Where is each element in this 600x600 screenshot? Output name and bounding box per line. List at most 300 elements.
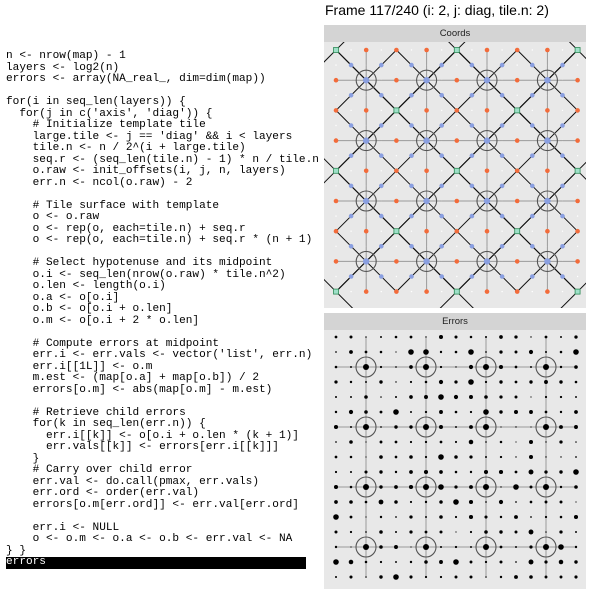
error-dot (559, 380, 562, 383)
error-dot (423, 544, 429, 550)
vertex-point (515, 48, 520, 53)
grid-dot (381, 110, 382, 111)
error-dot (335, 336, 338, 339)
error-dot (515, 366, 518, 369)
grid-dot (501, 291, 502, 292)
error-dot (438, 484, 444, 490)
child-point (379, 274, 384, 279)
error-dot (379, 530, 383, 534)
child-point (409, 214, 414, 219)
error-dot (350, 396, 352, 398)
error-dot (500, 456, 502, 458)
error-dot (425, 411, 427, 413)
child-point (470, 93, 475, 98)
error-dot (469, 395, 473, 399)
center-point (363, 258, 369, 264)
error-dot (469, 500, 473, 504)
vertex-point (575, 259, 580, 264)
code-line: o <- rep(o, each=tile.n) + seq.r (6, 222, 246, 235)
error-dot (515, 531, 518, 534)
midpoint-marker (515, 229, 520, 234)
error-dot (424, 560, 428, 564)
error-dot (365, 351, 368, 354)
error-dot (365, 336, 367, 338)
error-dot (409, 425, 412, 428)
child-point (439, 274, 444, 279)
grid-dot (411, 170, 412, 171)
error-dot (395, 561, 397, 563)
code-line: err.vals[[k]] <- errors[err.i[[k]]] (6, 441, 279, 453)
error-dot (350, 486, 353, 489)
error-dot (423, 484, 429, 490)
error-dot (335, 576, 337, 578)
error-dot (529, 560, 534, 565)
midpoint-marker (515, 108, 520, 113)
error-dot (395, 336, 398, 339)
error-dot (545, 456, 546, 457)
child-point (439, 184, 444, 189)
error-dot (350, 426, 352, 428)
error-dot (455, 516, 457, 518)
error-dot (574, 515, 578, 519)
grid-dot (471, 291, 472, 292)
error-dot (513, 484, 519, 490)
error-dot (363, 424, 369, 430)
code-line: errors <- array(NA_real_, dim=dim(map)) (6, 73, 266, 85)
error-dot (365, 381, 367, 383)
error-dot (380, 426, 382, 428)
error-dot (350, 336, 353, 339)
error-dot (333, 514, 339, 520)
error-dot (409, 455, 413, 459)
error-dot (439, 425, 443, 429)
error-dot (395, 456, 398, 459)
vertex-point (575, 199, 580, 204)
error-dot (440, 351, 442, 353)
center-point (484, 77, 490, 83)
error-dot (439, 470, 443, 474)
child-point (409, 63, 414, 68)
error-dot (409, 515, 412, 518)
error-dot (455, 471, 458, 474)
error-dot (485, 381, 487, 383)
error-dot (335, 351, 337, 353)
error-dot (410, 501, 412, 503)
grid-dot (411, 110, 412, 111)
error-dot (395, 531, 397, 533)
grid-dot (381, 170, 382, 171)
grid-dot (335, 276, 336, 277)
error-dot (335, 396, 337, 398)
code-line: # Initialize template tile (6, 119, 206, 131)
error-dot (454, 485, 457, 488)
error-dot (424, 395, 428, 399)
error-dot (545, 576, 548, 579)
child-point (439, 123, 444, 128)
error-dot (575, 441, 577, 443)
error-dot (470, 471, 472, 473)
error-dot (514, 575, 518, 579)
error-dot (379, 485, 382, 488)
grid-dot (441, 170, 442, 171)
child-point (379, 214, 384, 219)
child-point (349, 274, 354, 279)
child-point (379, 184, 384, 189)
error-dot (393, 409, 399, 415)
midpoint-marker (454, 168, 459, 173)
error-dot (380, 441, 383, 444)
grid-dot (501, 170, 502, 171)
child-point (349, 123, 354, 128)
vertex-point (394, 138, 399, 143)
coords-plot (324, 42, 586, 308)
error-dot (453, 499, 459, 505)
error-dot (559, 470, 562, 473)
error-dot (515, 546, 517, 548)
error-dot (425, 516, 427, 518)
error-dot (485, 576, 487, 578)
error-dot (545, 516, 547, 518)
vertex-point (485, 229, 490, 234)
error-dot (379, 455, 383, 459)
code-line: } } (6, 544, 26, 557)
grid-dot (441, 110, 442, 111)
error-dot (469, 575, 472, 578)
error-dot (365, 501, 368, 504)
code-line (6, 327, 319, 339)
error-dot (575, 501, 576, 502)
grid-dot (517, 276, 518, 277)
error-dot (529, 440, 533, 444)
grid-dot (456, 64, 457, 65)
grid-dot (335, 185, 336, 186)
error-dot (484, 515, 487, 518)
code-line: for(k in seq_len(err.n)) { (6, 418, 206, 430)
error-dot (469, 485, 473, 489)
grid-dot (441, 291, 442, 292)
vertex-point (364, 108, 369, 113)
error-dot (575, 531, 577, 533)
grid-dot (471, 231, 472, 232)
error-dot (469, 365, 473, 369)
error-dot (499, 365, 503, 369)
error-dot (529, 530, 534, 535)
error-dot (350, 546, 351, 547)
center-point (423, 198, 429, 204)
center-point (544, 258, 550, 264)
error-dot (365, 441, 366, 442)
errors-panel-title: Errors (324, 313, 586, 330)
error-dot (380, 351, 383, 354)
child-point (470, 63, 475, 68)
child-point (439, 214, 444, 219)
child-point (409, 274, 414, 279)
child-point (530, 274, 535, 279)
grid-dot (350, 49, 351, 50)
vertex-point (364, 289, 369, 294)
center-point (423, 77, 429, 83)
error-dot (469, 425, 473, 429)
child-point (349, 153, 354, 158)
vertex-point (334, 138, 339, 143)
error-dot (335, 456, 338, 459)
grid-dot (411, 49, 412, 50)
error-dot (515, 441, 516, 442)
error-dot (515, 396, 518, 399)
code-line (6, 396, 319, 408)
error-dot (438, 454, 444, 460)
error-dot (334, 530, 337, 533)
grid-dot (441, 49, 442, 50)
error-dot (515, 351, 518, 354)
error-dot (574, 365, 578, 369)
grid-dot (396, 64, 397, 65)
child-point (379, 93, 384, 98)
error-dot (560, 396, 562, 398)
error-dot (499, 335, 503, 339)
child-point (409, 123, 414, 128)
error-dot (438, 394, 444, 400)
error-dot (574, 485, 578, 489)
grid-dot (532, 170, 533, 171)
child-point (439, 93, 444, 98)
child-point (530, 214, 535, 219)
error-dot (559, 560, 564, 565)
error-dot (500, 576, 502, 578)
center-point (484, 258, 490, 264)
grid-dot (471, 110, 472, 111)
error-dot (499, 350, 502, 353)
child-point (470, 244, 475, 249)
grid-dot (381, 231, 382, 232)
grid-dot (396, 215, 397, 216)
vertex-point (394, 48, 399, 53)
vertex-point (334, 78, 339, 83)
grid-dot (335, 155, 336, 156)
midpoint-marker (334, 289, 339, 294)
midpoint-marker (575, 48, 580, 53)
vertex-point (394, 169, 399, 174)
grid-dot (577, 276, 578, 277)
error-dot (530, 501, 533, 504)
code-line: layers <- log2(n) (6, 61, 120, 74)
error-dot (545, 351, 547, 353)
error-dot (424, 470, 428, 474)
center-point (423, 258, 429, 264)
error-dot (380, 366, 382, 368)
child-point (530, 123, 535, 128)
error-dot (425, 441, 427, 443)
error-dot (529, 410, 533, 414)
child-point (560, 123, 565, 128)
code-line: # Select hypotenuse and its midpoint (6, 257, 273, 269)
child-point (379, 63, 384, 68)
error-dot (529, 470, 534, 475)
error-dot (485, 456, 487, 458)
code-line: large.tile <- j == 'diag' && i < layers (6, 130, 293, 143)
grid-dot (350, 110, 351, 111)
error-dot (515, 471, 518, 474)
error-dot (455, 576, 458, 579)
error-dot (529, 380, 532, 383)
child-point (560, 274, 565, 279)
error-dot (544, 380, 548, 384)
error-dot (468, 379, 474, 385)
child-point (379, 244, 384, 249)
child-point (470, 153, 475, 158)
error-dot (410, 546, 411, 547)
error-dot (483, 484, 489, 490)
error-dot (335, 441, 337, 443)
error-dot (560, 501, 563, 504)
vertex-point (485, 289, 490, 294)
grid-dot (532, 49, 533, 50)
grid-dot (396, 155, 397, 156)
error-dot (485, 336, 487, 338)
grid-dot (350, 231, 351, 232)
child-point (409, 244, 414, 249)
grid-dot (517, 155, 518, 156)
grid-dot (517, 185, 518, 186)
grid-dot (335, 64, 336, 65)
vertex-point (334, 108, 339, 113)
error-dot (439, 500, 443, 504)
error-dot (350, 381, 352, 383)
code-line: for(i in seq_len(layers)) { (6, 96, 186, 108)
grid-dot (577, 95, 578, 96)
error-dot (379, 545, 383, 549)
error-dot (514, 515, 518, 519)
grid-dot (456, 155, 457, 156)
error-dot (515, 561, 517, 563)
code-line: o.m <- o[o.i + 2 * o.len] (6, 314, 200, 327)
code-line: o.len <- length(o.i) (6, 280, 166, 292)
error-dot (334, 380, 337, 383)
error-dot (454, 395, 458, 399)
error-dot (394, 545, 398, 549)
child-point (409, 153, 414, 158)
code-line: err.i[[1L]] <- o.m (6, 360, 153, 373)
error-dot (499, 470, 503, 474)
center-point (544, 77, 550, 83)
code-line: m.est <- (map[o.a] + map[o.b]) / 2 (6, 372, 259, 384)
vertex-point (545, 108, 550, 113)
error-dot (363, 484, 369, 490)
vertex-point (394, 289, 399, 294)
code-line: n <- nrow(map) - 1 (6, 50, 126, 62)
midpoint-marker (394, 229, 399, 234)
center-point (484, 198, 490, 204)
error-dot (335, 546, 337, 548)
error-dot (560, 486, 562, 488)
code-line: o <- o.m <- o.a <- o.b <- err.val <- NA (6, 533, 293, 545)
vertex-point (515, 138, 520, 143)
error-dot (529, 350, 533, 354)
grid-dot (532, 110, 533, 111)
child-point (500, 93, 505, 98)
error-dot (455, 426, 457, 428)
error-dot (423, 349, 429, 355)
child-point (349, 184, 354, 189)
grid-dot (456, 95, 457, 96)
child-point (530, 184, 535, 189)
vertex-point (394, 78, 399, 83)
vertex-point (485, 108, 490, 113)
error-dot (560, 456, 561, 457)
vertex-point (545, 229, 550, 234)
error-dot (470, 411, 472, 413)
vertex-point (424, 169, 429, 174)
error-dot (560, 411, 562, 413)
vertex-point (424, 48, 429, 53)
vertex-point (394, 259, 399, 264)
error-dot (545, 531, 547, 533)
error-dot (349, 440, 353, 444)
error-dot (483, 364, 489, 370)
vertex-point (424, 108, 429, 113)
error-dot (483, 409, 489, 415)
error-dot (575, 546, 577, 548)
error-dot (379, 575, 382, 578)
error-dot (455, 546, 457, 548)
vertex-point (545, 169, 550, 174)
error-dot (485, 501, 487, 503)
error-dot (425, 531, 428, 534)
child-point (500, 184, 505, 189)
error-dot (560, 576, 563, 579)
error-dot (409, 470, 413, 474)
vertex-point (424, 289, 429, 294)
error-dot (514, 335, 517, 338)
grid-dot (381, 291, 382, 292)
grid-dot (577, 246, 578, 247)
vertex-point (575, 138, 580, 143)
error-dot (349, 350, 353, 354)
error-dot (334, 485, 338, 489)
error-dot (333, 559, 339, 565)
vertex-point (515, 78, 520, 83)
error-dot (529, 455, 533, 459)
error-dot (470, 546, 472, 548)
error-dot (573, 349, 579, 355)
error-dot (560, 351, 563, 354)
grid-dot (562, 110, 563, 111)
error-dot (515, 381, 518, 384)
child-point (409, 93, 414, 98)
error-dot (379, 500, 384, 505)
error-dot (350, 456, 353, 459)
code-line: # Carry over child error (6, 464, 193, 476)
error-dot (365, 516, 366, 517)
grid-dot (577, 64, 578, 65)
error-dot (365, 456, 366, 457)
error-dot (364, 395, 368, 399)
vertex-point (455, 259, 460, 264)
error-dot (455, 366, 456, 367)
grid-dot (471, 170, 472, 171)
vertex-point (394, 199, 399, 204)
error-dot (455, 441, 457, 443)
midpoint-marker (454, 289, 459, 294)
grid-dot (441, 231, 442, 232)
error-dot (425, 336, 426, 337)
error-dot (365, 561, 368, 564)
error-dot (545, 411, 548, 414)
code-line: o <- o.raw (6, 211, 100, 223)
grid-dot (517, 95, 518, 96)
grid-dot (396, 125, 397, 126)
vertex-point (455, 199, 460, 204)
